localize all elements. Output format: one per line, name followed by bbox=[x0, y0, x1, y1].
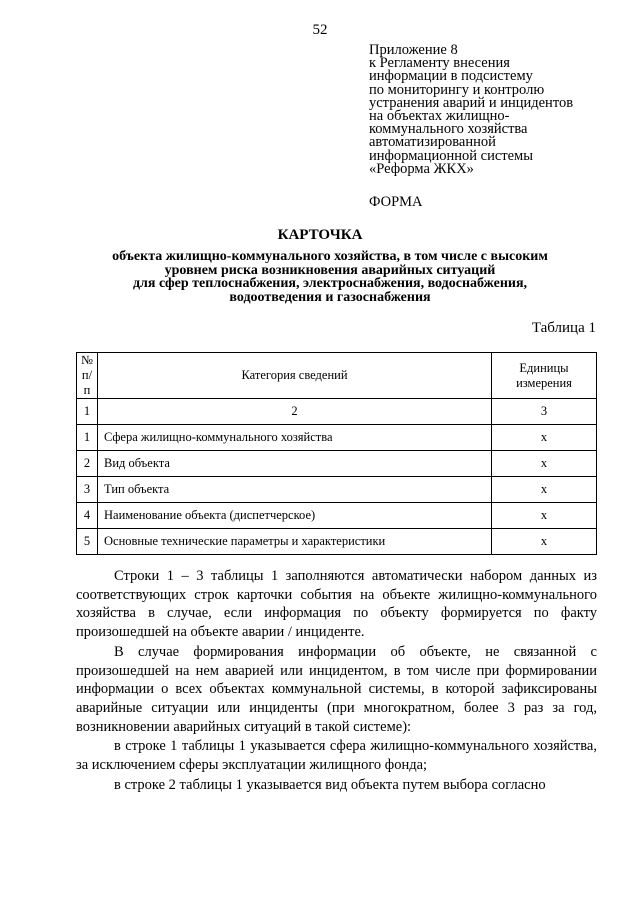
row-num: 5 bbox=[77, 529, 98, 555]
appendix-line: информационной системы bbox=[369, 147, 533, 164]
paragraph: в строке 2 таблицы 1 указывается вид объекта путем выбора согласно bbox=[114, 776, 546, 793]
row-unit: х bbox=[492, 529, 597, 555]
row-num: 2 bbox=[77, 451, 98, 477]
header-units-line: Единицы bbox=[519, 360, 569, 375]
appendix-line: к Регламенту внесения bbox=[369, 55, 510, 72]
appendix-line: «Реформа ЖКХ» bbox=[369, 160, 474, 177]
header-units-line: измерения bbox=[516, 375, 572, 390]
appendix-line: на объектах жилищно- bbox=[369, 108, 510, 125]
body-text bbox=[76, 567, 597, 794]
row-unit: х bbox=[492, 477, 597, 503]
page-number: 52 bbox=[312, 22, 328, 38]
table-row bbox=[77, 425, 597, 451]
row-category: Наименование объекта (диспетчерское) bbox=[98, 503, 492, 529]
appendix-block bbox=[369, 44, 619, 209]
row-unit: х bbox=[492, 503, 597, 529]
subtitle-line: водоотведения и газоснабжения bbox=[229, 289, 431, 305]
subtitle-line: объекта жилищно-коммунального хозяйства, в том числе с высоким bbox=[112, 249, 548, 264]
header-num bbox=[77, 353, 98, 399]
data-table bbox=[76, 352, 597, 555]
form-label: ФОРМА bbox=[369, 194, 423, 211]
appendix-line: по мониторингу и контролю bbox=[369, 81, 545, 98]
header-num-line: № bbox=[81, 353, 93, 367]
row-category: Тип объекта bbox=[98, 477, 492, 503]
subtitle-line: уровнем риска возникновения аварийных ситуаций bbox=[164, 262, 496, 278]
header-units bbox=[492, 353, 597, 399]
appendix-line: устранения аварий и инцидентов bbox=[369, 94, 574, 111]
row-category: Сфера жилищно-коммунального хозяйства bbox=[98, 425, 492, 451]
row-category: Вид объекта bbox=[98, 451, 492, 477]
paragraph: Строки 1 – 3 таблицы 1 заполняются автоматически набором данных из соответствующих строк карточки события на объекте жилищно-коммунального хозяйства в случае, если информация по объекту формируется по факту произошедшей на объекте аварии / инциденте. bbox=[76, 568, 597, 641]
appendix-line: коммунального хозяйства bbox=[369, 121, 528, 138]
table-row bbox=[77, 503, 597, 529]
appendix-line: Приложение 8 bbox=[369, 42, 458, 58]
subtitle-line: для сфер теплоснабжения, электроснабжения, водоснабжения, bbox=[132, 276, 528, 291]
table-row bbox=[77, 477, 597, 503]
card-subtitle bbox=[90, 250, 570, 304]
row-num: 4 bbox=[77, 503, 98, 529]
row-num: 3 bbox=[77, 477, 98, 503]
index-cell: 3 bbox=[492, 399, 597, 425]
appendix-line: автоматизированной bbox=[369, 134, 496, 151]
table-label: Таблица 1 bbox=[531, 320, 596, 336]
table-row bbox=[77, 529, 597, 555]
index-cell: 2 bbox=[98, 399, 492, 425]
paragraph: в строке 1 таблицы 1 указывается сфера жилищно-коммунального хозяйства, за исключением сферы эксплуатации жилищного фонда; bbox=[76, 738, 597, 774]
card-title: КАРТОЧКА bbox=[277, 227, 363, 243]
header-num-line: п/п bbox=[81, 368, 93, 397]
row-unit: х bbox=[492, 425, 597, 451]
row-category: Основные технические параметры и характеристики bbox=[98, 529, 492, 555]
header-category: Категория сведений bbox=[98, 353, 492, 399]
paragraph: В случае формирования информации об объекте, не связанной с произошедшей на нем аварией или инцидентом, в том числе при формировании информации о всех объектах коммунальной системы, в которой зафиксированы аварийные ситуации или инциденты (при многократном, более 3 раз за год, возникновении аварийных ситуаций в такой системе): bbox=[76, 643, 597, 735]
table-index-row bbox=[77, 399, 597, 425]
table-header-row bbox=[77, 353, 597, 399]
table-row bbox=[77, 451, 597, 477]
index-cell: 1 bbox=[77, 399, 98, 425]
row-unit: х bbox=[492, 451, 597, 477]
appendix-line: информации в подсистему bbox=[369, 68, 533, 85]
row-num: 1 bbox=[77, 425, 98, 451]
